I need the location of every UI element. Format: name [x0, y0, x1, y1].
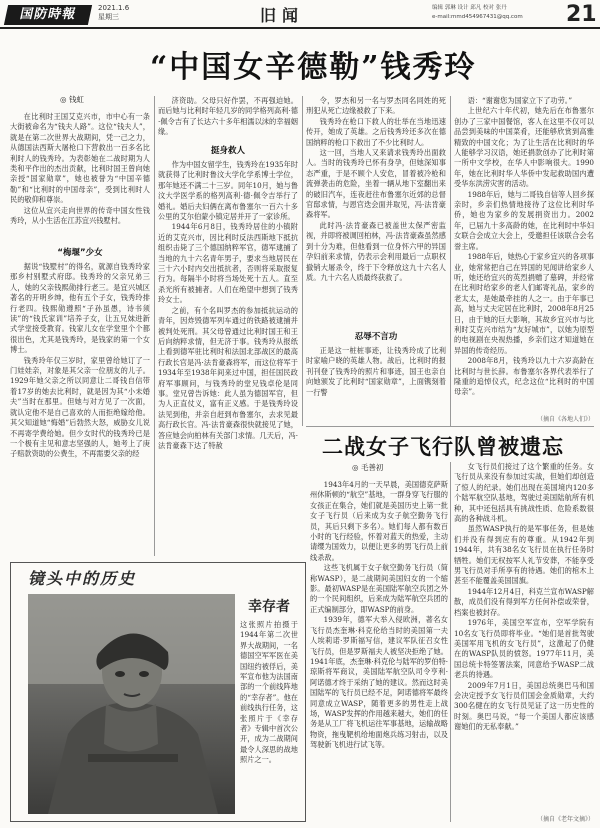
article-separator [306, 426, 594, 427]
article1-subhead-2: 挺身救人 [210, 146, 245, 156]
article1-byline [60, 94, 84, 105]
article1-col1b [10, 262, 150, 554]
article1-subhead-1: “梅堰”少女 [57, 248, 103, 258]
article1-headline: “中国女辛德勒”钱秀玲 [150, 50, 477, 85]
issue-date-block [98, 4, 129, 22]
article2-credit: （摘自《老年文摘》） [536, 816, 594, 823]
masthead [0, 0, 600, 34]
photo-caption-title: 幸存者 [248, 599, 290, 615]
paragraph: 钱秀玲在枪口下救人的壮举在当地迅速传开，她成了英雄。之后钱秀玲还多次在德国纳粹的枪口下救出了不少比利时人。 [306, 116, 446, 147]
paragraph: 女飞行员们接过了这个繁重的任务。女飞行员从来没有参加过实战，但她们却创造了惊人的纪录。她们出现在美国境内120多个陆军航空队基地，驾驶过美国陆航所有机种，其中还包括具有挑战性质、危险系数很高的各种战斗机。 [454, 462, 594, 524]
article2-headline: 二战女子飞行队曾被遗忘 [322, 434, 564, 459]
issue-weekday: 星期三 [98, 13, 119, 21]
paragraph: 这些飞机属于女子航空勤务飞行员（简称WASP），是二战期间美国妇女的一个缩影。最初WASP是在美国陆军航空兵团之外的一个民间组织，后来成为陆军航空兵团的正式编制部分，即WASP的前身。 [310, 563, 448, 614]
paragraph: 这位从宜兴走向世界的传奇中国女性钱秀玲，从小生活在江苏宜兴钱墅村。 [10, 205, 150, 226]
article1-col4 [454, 96, 594, 414]
issue-date: 2021.1.6 [98, 4, 130, 12]
soldier-photo-image [28, 594, 235, 814]
historic-photo [28, 594, 235, 814]
paragraph: 上世纪六十年代初，她先后在布鲁塞尔创办了三家中国餐馆，客人在这里不仅可以品尝到美味的中国菜肴，还能够欣赏到高雅精致的中国文化；为了让生活在比利时的华人能够学习汉语，她还捐款创办了比利时第一所中文学校，在华人中影响很大。1990年，她在比利时华人华侨中发起救助国内遭受华东洪涝灾害的活动。 [454, 106, 594, 189]
paragraph: 在比利时王国艾克兴市，市中心有一条大街被命名为“钱夫人路”。这位“钱夫人”，就是在第二次世界大战期间，凭一己之力，从德国法西斯大屠枪口下营救出一百多名比利时人的钱秀玲。为表彰她在二战时期为人类和平作出的杰出贡献，比利时国王曾向她亲授“国家勋章”，她也被誉为“中国辛德勒”和“比利时的中国母亲”，受到比利时人民的敬仰和尊崇。 [10, 112, 150, 205]
paragraph: 钱秀玲年仅三岁时，家里曾给她订了一门娃娃亲，对象是其父亲一位朋友的儿子。1929年她父亲之所以同意让二哥钱自信带着17岁的她去比利时，就是因为其“小未婚夫”当时在那里。但她与对方见了一次面，就认定他不是自己喜欢的人而拒绝嫁给他。其父知道她“悔婚”后勃然大怒，威胁女儿说不再寄学费给她。但少女时代的钱秀玲已是一个极有主见和意志坚强的人，她考上了庚子赔款资助的公费生，不再需要父亲的经 [10, 355, 150, 459]
paragraph: 据说“钱墅村”的得名，就源自钱秀玲家那乡村别墅式府邸。钱秀玲的父亲兄弟三人，她的父亲钱熙勋排行老三。是宜兴城区著名的开明乡绅，他有五个子女，钱秀玲排行老四。钱熙勋遵照“子孙虽愚，诗书须读”的“钱氏家训”培养子女，让五兄妹进新式学堂接受教育。钱家儿女在学堂里个个都很出色，尤其是钱秀玲，是钱家的第一个女博士。 [10, 262, 150, 355]
paragraph: 之前，有个名叫罗杰的参加抵抗运动的青年，因炸毁德军列车通过的铁路被逮捕并被判处死刑。其父母曾通过比利时国王和王后向纳粹求情，但无济于事。钱秀玲从报纸上看到德军驻比利时和法国北部战区的最高行政长官是冯·法肯豪森将军，而这位将军于1934年至1938年间来过中国，担任国民政府军事顾问，与钱秀玲的堂兄钱卓伦是同事。堂兄曾告诉她：此人虽为德国军官，但为人正直仗义，富有正义感。于是钱秀玲设法见到他，并亲自赶到布鲁塞尔，去求见最高行政长官。冯·法肯豪森很快就接见了她，答应她会向柏林有关部门求情。几天后，冯·法肯豪森下达了特赦 [158, 305, 298, 450]
editor-names: 编辑 郭琳 设计 邱凡 校对 张丹 [432, 5, 507, 11]
article1-subhead-3: 忍辱不言功 [354, 332, 398, 342]
article2-author: 毛善初 [360, 463, 384, 472]
photo-caption: 这张照片拍摄于1944年第二次世界大战期间，一名德国空军军医在美国纽约被俘后，美军宣布他为法国南部的一个前线阵地的“幸存者”。他在前线执行任务，这张照片于《幸存者》专辑中首次公开，成为二战期间最令人深思的战地照片之一。 [240, 620, 298, 765]
editor-credits [432, 4, 523, 22]
author-marker-icon: ◎ [60, 95, 69, 104]
article1-col1 [10, 112, 150, 242]
paragraph: 济资助。父母只好作罢，不再强迫她。而后她与比利时年轻几岁的同学格列高利·德·佩令吉有了长达六十多年相濡以沫的幸福姻缘。 [158, 96, 298, 137]
masthead-rule [0, 27, 600, 29]
paragraph: 1943年4月的一天早晨，美国德克萨斯州休斯顿的“航空”基地，一群身穿飞行服的女孩正在集合，她们就是美国历史上第一批女子飞行员（后来成为女子航空勤务飞行员，其后只剩下多名）。她们每人都有数百小时的飞行经验，怀着对蓝天的热爱，主动请缨为国效力，以便让更多的男飞行员上前线杀敌。 [310, 480, 448, 562]
article1-credit: （摘自《各地人们》） [536, 416, 594, 423]
article1-author: 钱虹 [68, 95, 84, 104]
paragraph: 1988年后，她与二哥钱自信等人回乡探亲时，乡亲们热情地接待了这位比利时华侨，她也为家乡的发展捐资出力。2002年，已届九十多高龄的她，在比利时中华妇女联合会成立大会上，受邀担任该联合会名誉主席。 [454, 189, 594, 251]
paragraph: 此时冯·法肯豪森已被盖世太保严密监视，并即将被调回柏林，冯·法肯豪森虽然感到十分为难，但他看到一位身怀六甲的异国孕妇前来求情，仍表示会利用最后一点职权撤销大屠杀令，终于下令释放这九十六名人质。九十六名人质最终获救了。 [306, 220, 446, 282]
editor-email: e-mail:mmd454967431@qq.com [432, 14, 523, 20]
paragraph: 1944年6月8日，钱秀玲居住的小镇附近的艾克兴市，因比利时反法西斯地下抵抗组织击毙了三个德国纳粹军官，德军逮捕了当地的九十六名青年男子，要求当地居民在三十六小时内交出抵抗者，否则将采取报复行为。每隔半小时将当场处死十五人。直至杀光所有被捕者。人们在绝望中想到了钱秀玲女士。 [158, 222, 298, 305]
column-divider [450, 462, 451, 822]
article2-byline [352, 462, 383, 473]
paragraph: 1939年，德军大举入侵欧洲，著名女飞行员杰奎琳·科克伦给当时的美国第一夫人埃莉诺·罗斯福写信，建议军队征召女性飞行员，但是罗斯福夫人被坚决拒绝了她。1941年底，杰奎琳·科克伦与陆军的罗伯特·琼斯将军商议，美国陆军航空队司令亨利·阿诺德才终于采纳了她的建议。然而这时美国陆军的飞行员已经不足，阿诺德将军最终同意成立WASP，随着更多的男性走上战场，WASP发挥的作用越来越大，她们的任务是从工厂将飞机运往军事基地，运输战略物资，拖曳靶机给地面炮兵练习射击，以及驾驶新飞机进行试飞等。 [310, 615, 448, 750]
article1-col3b [306, 346, 446, 422]
article1-col2 [158, 96, 298, 140]
paragraph: 令，罗杰和另一名与罗杰同名同姓的死刑犯从死亡边缘被救了下来。 [306, 96, 446, 116]
article1-col2b [158, 160, 298, 556]
paragraph: 虽然WASP执行的是军事任务，但是她们并没有得到应有的尊重。从1942年到1944年，共有38名女飞行员在执行任务时牺牲。她们无权按军人礼节安葬，不能享受男飞行员对手所享有的待遇。她们的棺木上甚至不能覆盖美国国旗。 [454, 524, 594, 586]
column-divider [302, 96, 303, 426]
column-divider [154, 96, 155, 556]
paragraph: 2009年7月1日，美国总统奥巴马和国会决定授予女飞行员们国会金质勋章，大约300名健在的女飞行员见证了这一历史性的时刻。奥巴马说，“每一个美国人都应该感谢她们的无私奉献。” [454, 680, 594, 732]
paragraph: 这一回，当地人又来请求钱秀玲出面救人。当时的钱秀玲已怀有身孕，但她深知事态严重，于是不顾个人安危，冒着被冷枪和流弹袭击的危险，坐着一辆从地下室翻出来的破旧汽车，连夜赶往布鲁塞尔近郊的总督官邸求情，与恩官迭会面并取见，冯·法肯豪森将军。 [306, 148, 446, 220]
section-title: 旧闻 [260, 6, 305, 25]
paragraph: 作为中国女留学生，钱秀玲在1935年时就获得了比利时鲁汶大学化学系博士学位，那年她还不满二十三岁。同年10月，她与鲁汶大学医学系的格列高利·德·佩令吉举行了婚礼。婚后夫妇俩在离布鲁塞尔一百六十多公里的艾尔伯蒙小镇定居并开了一家诊所。 [158, 160, 298, 222]
article2-col2 [454, 462, 594, 812]
photo-feature-title: 镜头中的历史 [28, 569, 137, 588]
article1-col3 [306, 96, 446, 326]
page-number: 21 [566, 2, 597, 27]
paragraph: 语：“谢谢您为国家立下了功劳。” [467, 96, 573, 105]
paragraph: 1988年后，她热心于家乡宜兴的各项事业，她常常把自己在异国的见闻讲给家乡人听，她还给宜兴的英烈捐赠了墓碑，并经常在比利时给家乡的老人们邮寄礼品，家乡的老太太，是她最牵挂的人之一。由于年事已高，她与丈夫定居在比利时，2008年8月25日，由于她的巨大影响，其故乡宜兴市与比利时艾克兴市结为“友好城市”，以她为原型的电视剧在央视热播，乡亲们这才知道她在异国的传奇经历。 [454, 252, 594, 355]
paragraph: 正是这一桩桩事迹，让钱秀玲成了比利时家喻户晓的英雄人物。战后，比利时的报刊刊登了钱秀玲的照片和事迹，国王也亲自向她颁发了比利时“国家勋章”，上面镌刻着一行警 [306, 346, 446, 397]
article2-col1 [310, 480, 448, 822]
paragraph: 1944年12月4日，科克兰宣布WASP解散，成员们没有得到军方任何补偿或荣誉，档案也被封存。 [454, 586, 594, 617]
newspaper-logo: 国防時報 [4, 5, 92, 25]
paragraph: 2008年8月，钱秀玲以九十六岁高龄在比利时与世长辞。布鲁塞尔各界代表举行了隆重的追悼仪式，纪念这位“比利时的中国母亲”。 [454, 356, 594, 397]
column-divider [450, 96, 451, 426]
author-marker-icon: ◎ [352, 463, 361, 472]
paragraph: 1976年，美国空军宣布，空军学院有10名女飞行员即将毕业。“她们是首批驾驶美国军用飞机的女飞行员”，这激起了仍健在的WASP队员的愤怒。1977年11月，美国总统卡特签署法案，同意给予WASP二战老兵的待遇。 [454, 618, 594, 680]
